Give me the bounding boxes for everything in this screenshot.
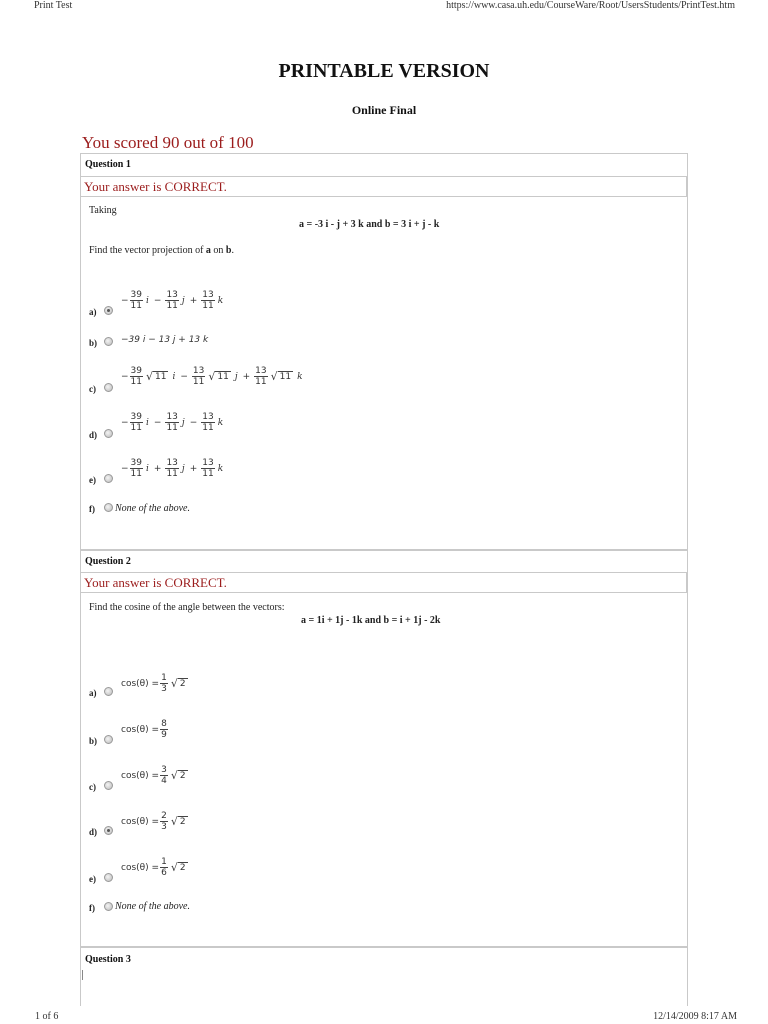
q2-option-a-label: a) — [89, 688, 97, 698]
denominator: 11 — [192, 377, 205, 387]
operator: + — [242, 371, 251, 382]
unit-k: k — [297, 371, 303, 382]
square-root — [171, 815, 188, 828]
unit-k: k — [217, 295, 224, 306]
denominator: 11 — [202, 301, 214, 311]
denominator: 11 — [130, 377, 142, 387]
q2-option-c-label: c) — [89, 782, 96, 792]
denominator: 9 — [161, 730, 167, 740]
numerator: 1 — [161, 673, 167, 683]
numerator: 1 — [161, 857, 167, 867]
denominator: 11 — [166, 423, 178, 433]
score-text: You scored 90 out of 100 — [82, 133, 254, 152]
q2-option-f-label: f) — [89, 903, 95, 913]
q2-option-d-label: d) — [89, 827, 98, 837]
question-3-divider — [82, 970, 83, 980]
numerator: 8 — [161, 719, 167, 729]
square-root — [171, 769, 188, 782]
q2-option-c-expression — [121, 765, 190, 786]
operator: − — [189, 417, 198, 428]
q1-option-d-label: d) — [89, 430, 98, 440]
operator: − — [180, 371, 188, 382]
radical-sign: √ — [208, 370, 216, 383]
q1-option-e-radio[interactable] — [104, 474, 113, 483]
operator: − — [153, 295, 162, 306]
fraction — [165, 458, 178, 479]
q2-option-f-radio[interactable] — [104, 902, 113, 911]
q1-option-b-radio[interactable] — [104, 337, 113, 346]
fraction — [130, 366, 143, 387]
radical-sign: √ — [146, 370, 154, 383]
q1-option-a-expression — [121, 290, 225, 311]
denominator: 3 — [161, 822, 167, 832]
denominator: 3 — [161, 684, 167, 694]
denominator: 11 — [166, 469, 178, 479]
numerator: 39 — [130, 412, 142, 422]
print-footer-page: 1 of 6 — [35, 1011, 59, 1022]
question-2-prompt: Find the cosine of the angle between the vectors: — [89, 602, 285, 613]
q1-option-a-label: a) — [89, 307, 97, 317]
minus-sign: − — [121, 371, 129, 382]
denominator: 4 — [161, 776, 167, 786]
fraction — [201, 412, 214, 433]
square-root — [208, 370, 230, 383]
fraction — [160, 765, 168, 786]
numerator: 13 — [192, 366, 205, 376]
denominator: 11 — [202, 423, 214, 433]
print-header-url: https://www.casa.uh.edu/CourseWare/Root/UsersStudents/PrintTest.htm — [446, 0, 735, 11]
radical-sign: √ — [270, 370, 278, 383]
question-1-prompt-end: . — [231, 245, 234, 256]
q1-option-e-expression — [121, 458, 225, 479]
question-2-status: Your answer is CORRECT. — [80, 572, 687, 593]
question-1-intro: Taking — [89, 205, 117, 216]
denominator: 11 — [130, 301, 142, 311]
denominator: 11 — [130, 469, 142, 479]
q2-option-a-radio[interactable] — [104, 687, 113, 696]
minus-sign: − — [121, 463, 129, 474]
fraction — [165, 290, 178, 311]
unit-j: j — [181, 295, 185, 306]
print-header-title: Print Test — [34, 0, 73, 11]
q1-option-b-label: b) — [89, 338, 98, 348]
q2-option-b-expression — [121, 719, 169, 740]
operator: − — [153, 417, 162, 428]
question-1-given: a = -3 i - j + 3 k and b = 3 i + j - k — [299, 219, 440, 230]
page-subtitle: Online Final — [351, 103, 417, 117]
unit-k: k — [217, 417, 224, 428]
q2-option-c-radio[interactable] — [104, 781, 113, 790]
numerator: 13 — [255, 366, 267, 376]
question-2-given: a = 1i + 1j - 1k and b = i + 1j - 2k — [301, 615, 441, 626]
numerator: 39 — [130, 458, 142, 468]
radicand: 2 — [179, 679, 186, 689]
cos-theta: cos(θ) = — [121, 724, 160, 735]
q1-option-d-radio[interactable] — [104, 429, 113, 438]
unit-i: i — [172, 371, 176, 382]
question-1-prompt-b: b — [225, 245, 232, 256]
fraction — [130, 290, 143, 311]
numerator: 39 — [130, 366, 142, 376]
question-2-heading: Question 2 — [85, 556, 131, 567]
q1-option-d-expression — [121, 412, 225, 433]
square-root — [146, 370, 168, 383]
numerator: 13 — [166, 412, 178, 422]
numerator: 2 — [161, 811, 167, 821]
question-1-prompt-text: Find the vector projection of — [89, 245, 206, 256]
radicand: 11 — [217, 372, 229, 382]
radicand: 11 — [155, 372, 167, 382]
denominator: 11 — [130, 423, 142, 433]
q2-option-e-radio[interactable] — [104, 873, 113, 882]
denominator: 11 — [202, 469, 214, 479]
unit-i: i — [146, 295, 149, 306]
unit-i: i — [146, 417, 149, 428]
radical-sign: √ — [170, 861, 178, 874]
radicand: 2 — [179, 771, 186, 781]
q1-option-f-radio[interactable] — [104, 503, 113, 512]
print-header — [0, 0, 768, 14]
q2-option-e-label: e) — [89, 874, 96, 884]
question-1-status: Your answer is CORRECT. — [80, 176, 687, 197]
numerator: 13 — [166, 290, 178, 300]
q1-option-c-radio[interactable] — [104, 383, 113, 392]
radical-sign: √ — [170, 769, 178, 782]
fraction — [160, 857, 168, 878]
denominator: 11 — [255, 377, 267, 387]
fraction — [192, 366, 205, 387]
minus-sign: − — [121, 295, 129, 306]
q2-option-f-text: None of the above. — [115, 901, 190, 912]
q2-option-a-expression — [121, 673, 190, 694]
cos-theta: cos(θ) = — [121, 862, 160, 873]
page-title: PRINTABLE VERSION — [278, 60, 490, 82]
radicand: 11 — [279, 372, 292, 382]
print-footer — [0, 1011, 768, 1024]
operator: + — [189, 295, 198, 306]
question-1-panel — [80, 153, 688, 550]
radical-sign: √ — [170, 677, 178, 690]
square-root — [271, 370, 293, 383]
unit-j: j — [234, 371, 238, 382]
q2-option-b-label: b) — [89, 736, 98, 746]
fraction — [160, 719, 168, 740]
fraction — [201, 290, 214, 311]
question-3-heading: Question 3 — [85, 954, 131, 965]
q1-option-e-label: e) — [89, 475, 96, 485]
print-footer-date: 12/14/2009 8:17 AM — [653, 1011, 737, 1022]
minus-sign: − — [121, 417, 129, 428]
fraction — [254, 366, 267, 387]
q2-option-d-radio[interactable] — [104, 826, 113, 835]
radicand: 2 — [179, 863, 186, 873]
q2-option-e-expression — [121, 857, 190, 878]
fraction — [201, 458, 214, 479]
cos-theta: cos(θ) = — [121, 678, 160, 689]
q2-option-d-expression — [121, 811, 190, 832]
numerator: 39 — [130, 290, 142, 300]
unit-k: k — [217, 463, 224, 474]
cos-theta: cos(θ) = — [121, 770, 160, 781]
denominator: 6 — [161, 868, 167, 878]
operator: + — [153, 463, 162, 474]
fraction — [130, 458, 143, 479]
question-1-prompt-on: on — [210, 245, 226, 256]
q2-option-b-radio[interactable] — [104, 735, 113, 744]
question-1-prompt — [89, 245, 234, 256]
q1-option-f-text: None of the above. — [115, 503, 190, 514]
q1-option-c-expression — [121, 366, 305, 387]
operator: + — [189, 463, 198, 474]
numerator: 13 — [202, 290, 214, 300]
fraction — [130, 412, 143, 433]
question-3-panel — [80, 946, 688, 1006]
numerator: 3 — [161, 765, 167, 775]
unit-j: j — [181, 417, 185, 428]
question-1-prompt-a: a — [205, 245, 211, 256]
fraction — [160, 811, 168, 832]
cos-theta: cos(θ) = — [121, 816, 160, 827]
q1-option-f-label: f) — [89, 504, 95, 514]
fraction — [165, 412, 178, 433]
unit-i: i — [146, 463, 149, 474]
q1-option-a-radio[interactable] — [104, 306, 113, 315]
square-root — [171, 861, 188, 874]
numerator: 13 — [202, 412, 214, 422]
radical-sign: √ — [170, 815, 178, 828]
q1-option-c-label: c) — [89, 384, 96, 394]
fraction — [160, 673, 168, 694]
q1-option-b-expression: −39 i − 13 j + 13 k — [121, 335, 209, 345]
square-root — [171, 677, 188, 690]
numerator: 13 — [202, 458, 214, 468]
question-1-heading: Question 1 — [85, 159, 131, 170]
radicand: 2 — [179, 817, 186, 827]
numerator: 13 — [166, 458, 178, 468]
unit-j: j — [181, 463, 185, 474]
denominator: 11 — [166, 301, 178, 311]
